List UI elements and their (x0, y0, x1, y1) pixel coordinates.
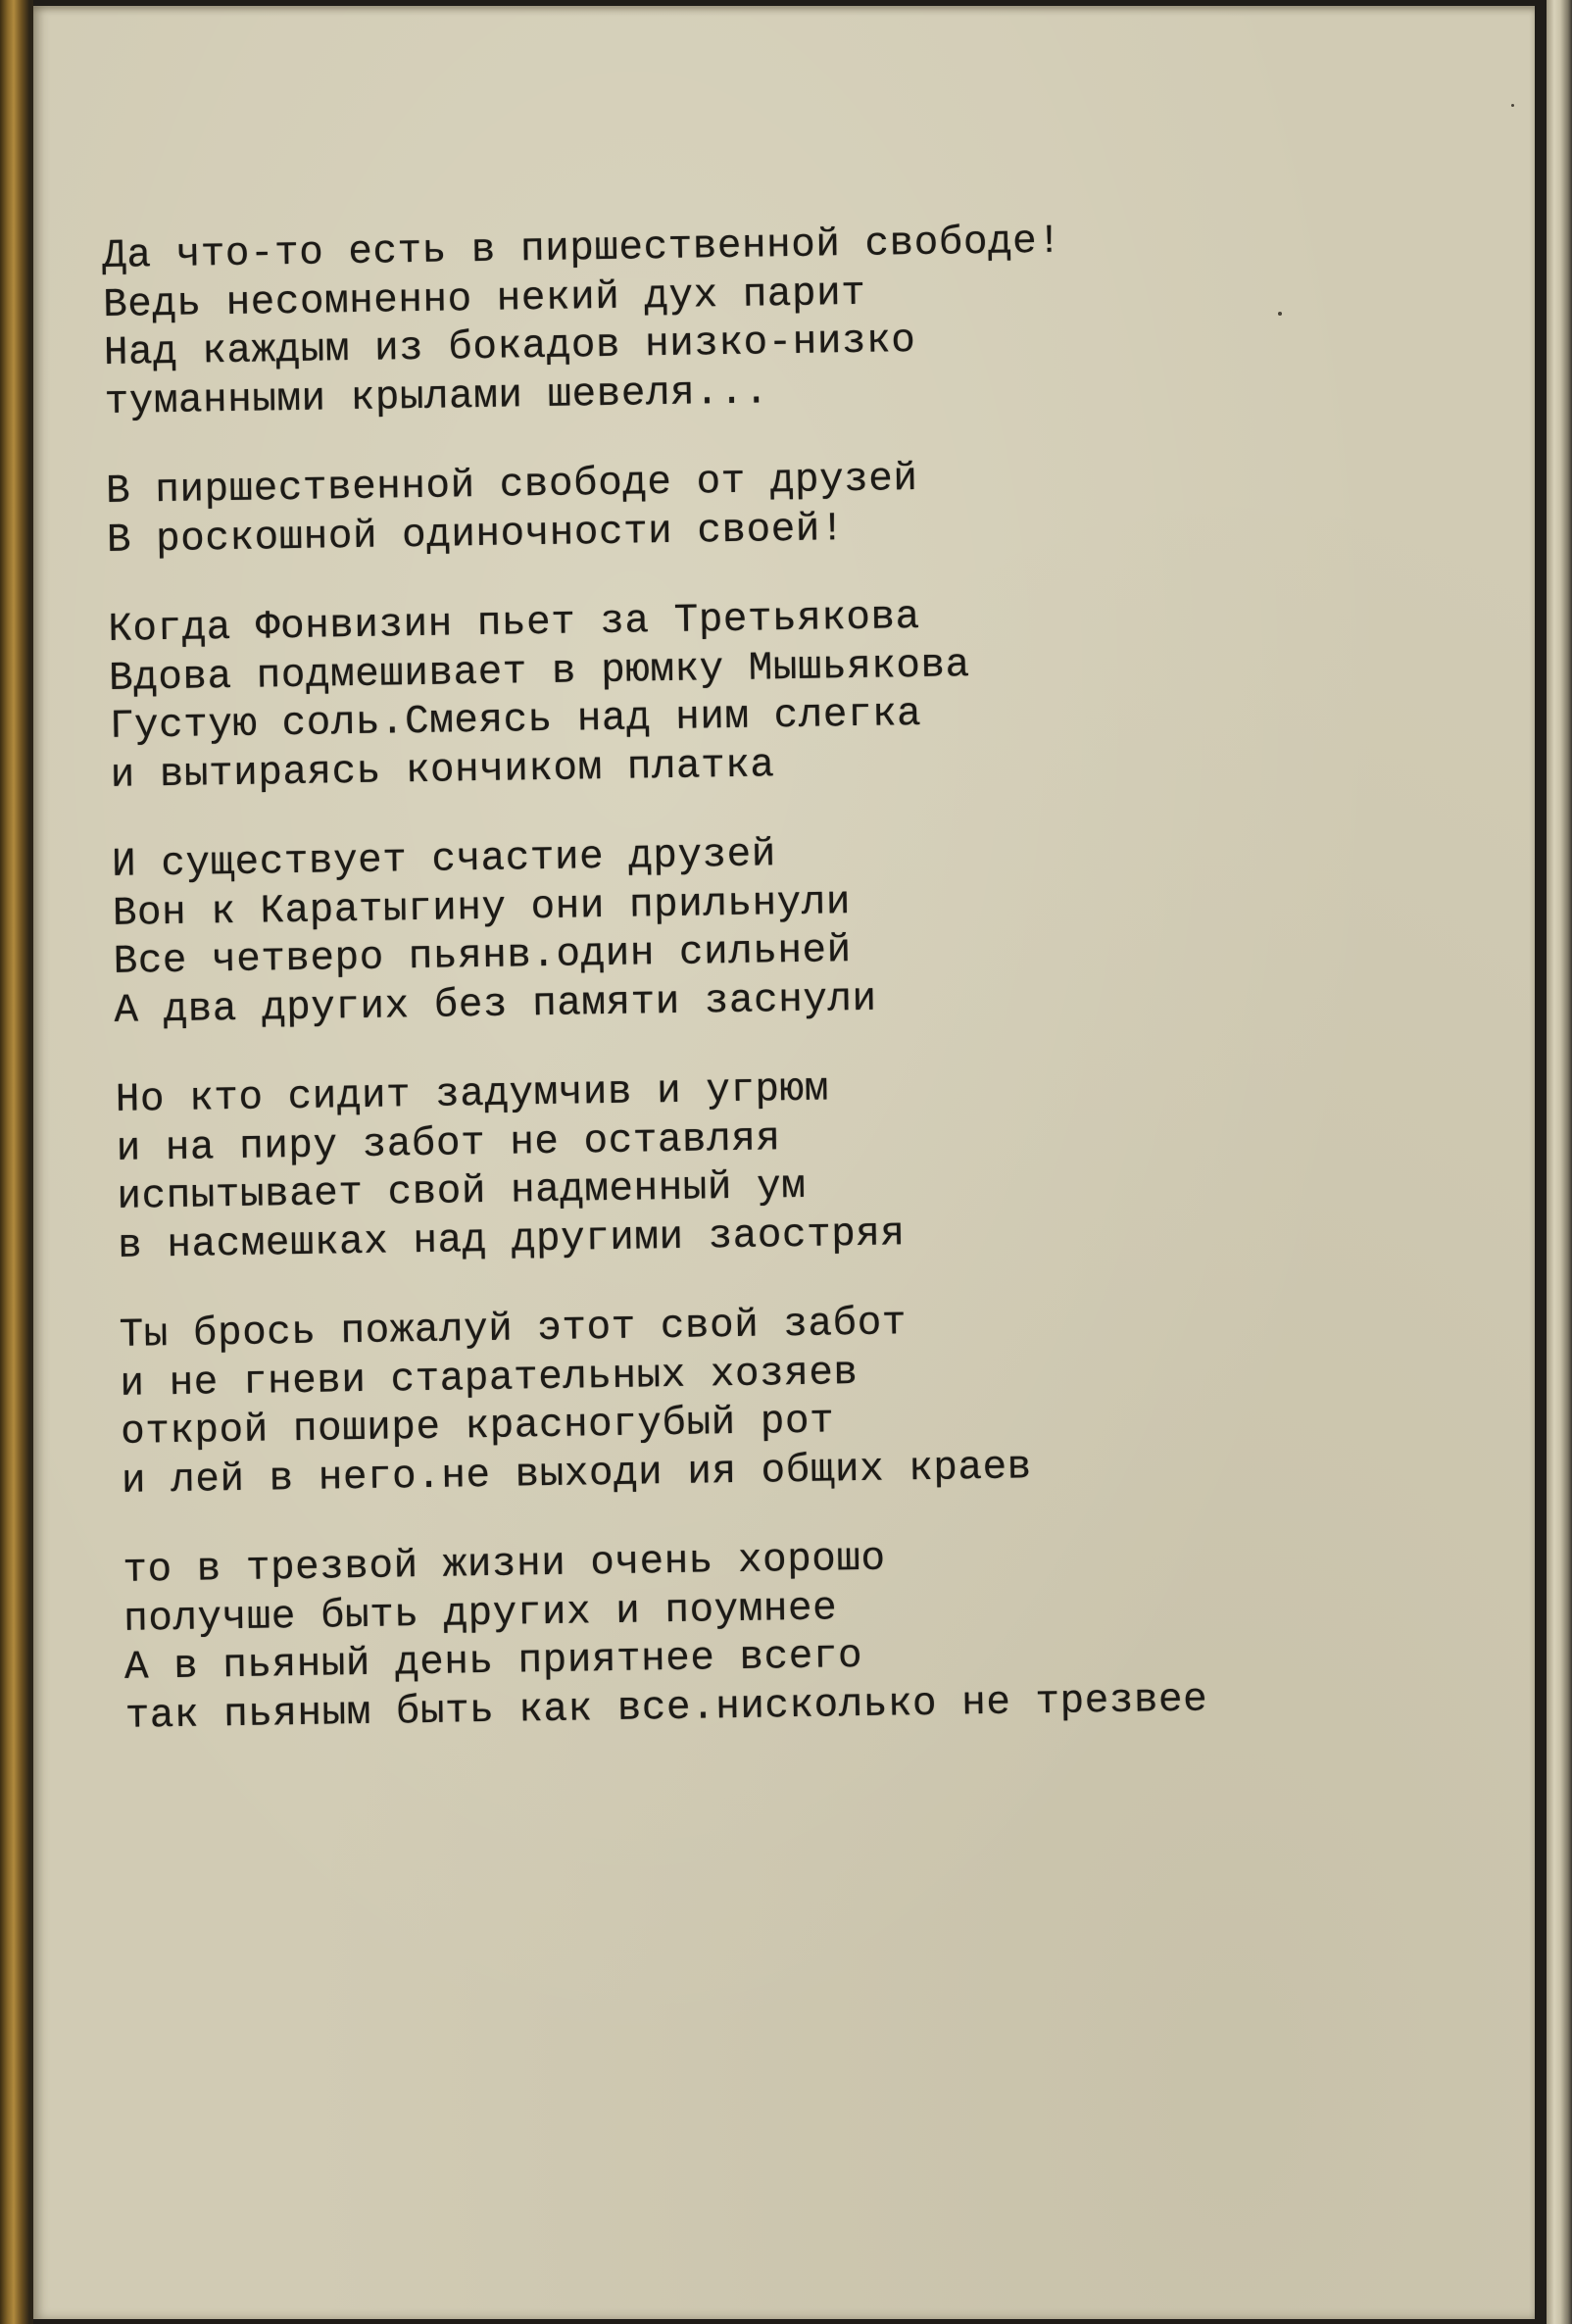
poem-line: то в трезвой жизни очень хорошо (123, 1536, 886, 1594)
poem-line: Густую соль.Смеясь над ним слегка (109, 691, 922, 750)
poem-line: в насмешках над другими заостряя (117, 1211, 906, 1269)
poem-line: Вон к Каратыгину они прильнули (112, 879, 852, 937)
poem-line: туманными крылами шевеля... (104, 369, 769, 425)
poem-line: и на пиру забот не оставляя (116, 1115, 781, 1172)
poem-text (102, 212, 1498, 1783)
paper-sheet (33, 6, 1535, 2319)
speck (1511, 104, 1514, 107)
poem-line: Все четверо пьянв.один сильней (113, 928, 853, 985)
stanza-3 (108, 585, 1483, 801)
poem-line: Вдова подмешивает в рюмку Мышьякова (108, 642, 971, 702)
poem-line: открой пошире красногубый рот (120, 1399, 835, 1456)
stanza-7 (123, 1526, 1498, 1742)
poem-line: А в пьяный день приятнее всего (123, 1633, 863, 1691)
poem-line: А два других без памяти заснули (114, 976, 877, 1034)
binding-edge (0, 0, 33, 2324)
poem-line: и лей в него.не выходи ия общих краев (121, 1444, 1033, 1505)
poem-line: Ты брось пожалуй этот свой забот (119, 1301, 908, 1359)
stanza-5 (116, 1056, 1491, 1271)
poem-line: и вытираясь кончиком платка (110, 742, 775, 799)
poem-line: И существует счастие друзей (111, 832, 777, 888)
poem-line: В пиршественной свободе от друзей (105, 456, 918, 515)
page-edge (1547, 0, 1572, 2324)
poem-line: В роскошной одиночности своей! (106, 506, 846, 564)
poem-line: Но кто сидит задумчив и угрюм (115, 1066, 830, 1123)
poem-line: Да что-то есть в пиршественной свободе! (102, 219, 1062, 279)
stanza-6 (119, 1291, 1494, 1507)
poem-line: получше быть других и поумнее (123, 1585, 838, 1643)
poem-line: испытывает свой надменный ум (117, 1163, 807, 1220)
poem-line: Ведь несомненно некий дух парит (102, 271, 866, 328)
poem-line: Когда Фонвизин пьет за Третьякова (108, 594, 921, 653)
poem-line: Над каждым из бокадов низко-низко (103, 318, 916, 376)
stanza-1 (102, 212, 1477, 427)
poem-line: так пьяным быть как все.нисколько не трезвее (124, 1676, 1208, 1740)
poem-line: и не гневи старательных хозяев (120, 1350, 859, 1408)
stanza-4 (112, 820, 1487, 1036)
stanza-2 (106, 447, 1479, 566)
